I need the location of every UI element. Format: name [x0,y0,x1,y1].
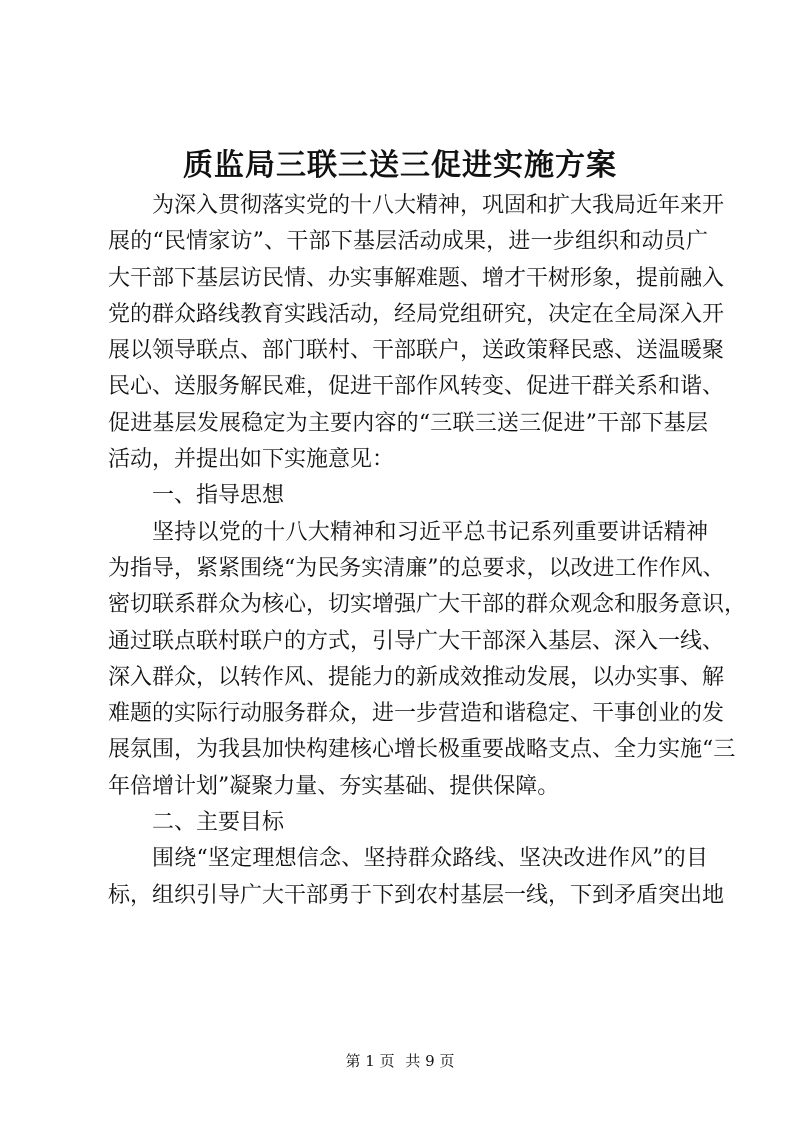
page-number: 第 1 页 [345,1052,395,1070]
body-line: 党的群众路线教育实践活动，经局党组研究，决定在全局深入开 [108,301,725,327]
page-footer [0,1050,800,1071]
body-line: 二、主要目标 [152,810,285,836]
document-body [108,188,747,914]
body-line: 深入群众，以转作风、提能力的新成效推动发展，以办实事、解 [108,664,725,690]
body-line: 促进基层发展稳定为主要内容的“三联三送三促进”干部下基层 [108,410,708,436]
body-line: 展以领导联点、部门联村、干部联户，送政策释民惑、送温暖聚 [108,338,725,364]
body-line: 为指导，紧紧围绕“为民务实清廉”的总要求，以改进工作作风、 [108,555,725,581]
body-line: 活动，并提出如下实施意见： [108,447,395,473]
body-line: 展的“民情家访”、干部下基层活动成果，进一步组织和动员广 [108,229,708,255]
body-line: 围绕“坚定理想信念、坚持群众路线、坚决改进作风”的目 [152,846,708,872]
body-line: 民心、送服务解民难，促进干部作风转变、促进干群关系和谐、 [108,374,725,400]
document-title: 质监局三联三送三促进实施方案 [183,148,617,183]
page-total: 共 9 页 [405,1052,455,1070]
body-line: 大干部下基层访民情、办实事解难题、增才干树形象，提前融入 [108,265,725,291]
body-line: 一、指导思想 [152,483,285,509]
body-line: 通过联点联村联户的方式，引导广大干部深入基层、深入一线、 [108,628,725,654]
body-line: 为深入贯彻落实党的十八大精神，巩固和扩大我局近年来开 [152,193,725,218]
body-line: 展氛围，为我县加快构建核心增长极重要战略支点、全力实施“三 [108,737,736,763]
body-line: 密切联系群众为核心，切实增强广大干部的群众观念和服务意识， [108,592,747,618]
body-line: 年倍增计划”凝聚力量、夯实基础、提供保障。 [108,773,560,799]
body-line: 难题的实际行动服务群众，进一步营造和谐稳定、干事创业的发 [108,701,725,727]
body-line: 标，组织引导广大干部勇于下到农村基层一线，下到矛盾突出地 [108,882,725,908]
body-line: 坚持以党的十八大精神和习近平总书记系列重要讲话精神 [152,519,708,545]
